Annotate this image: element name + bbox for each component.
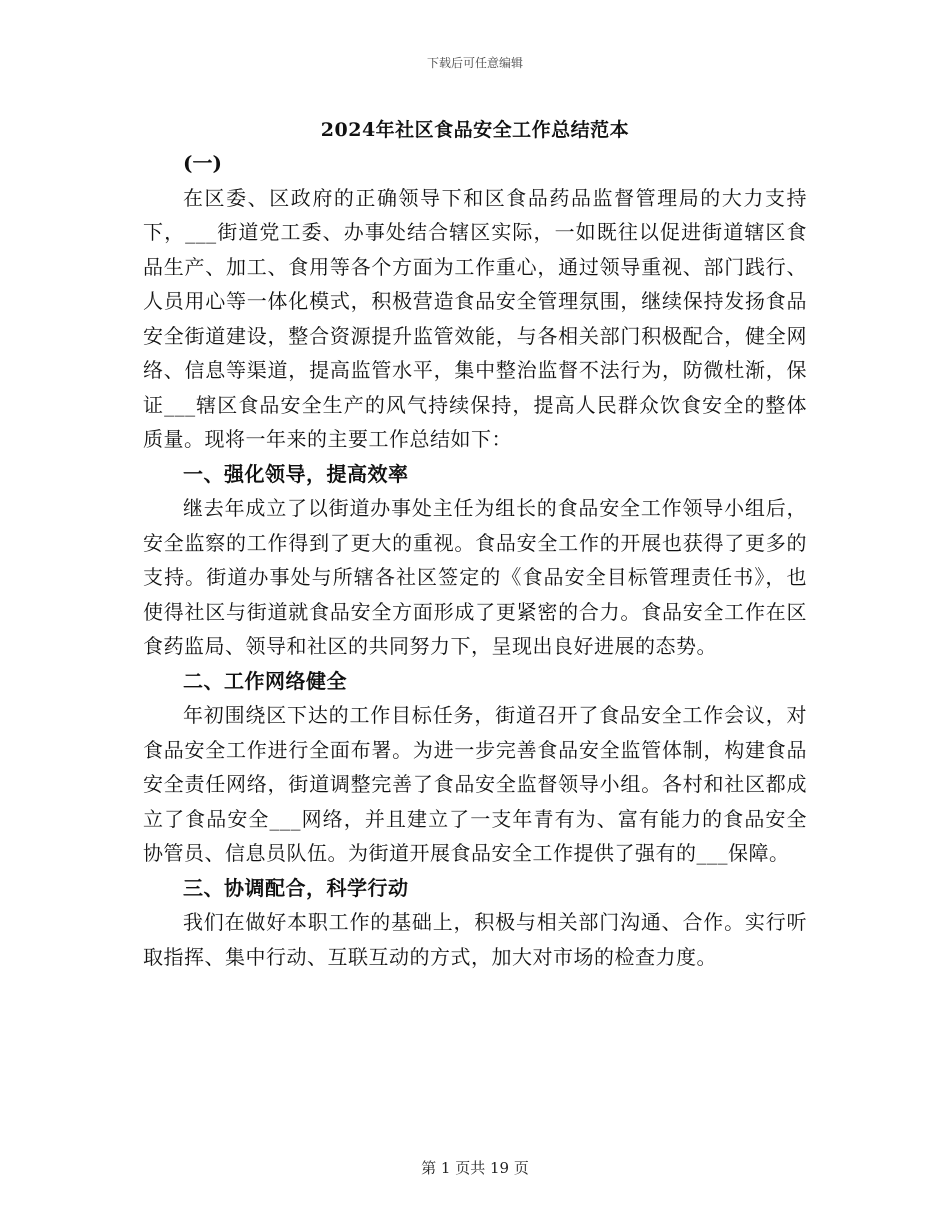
document-title: 2024年社区食品安全工作总结范本 [320, 119, 630, 141]
section-paragraph-3: 我们在做好本职工作的基础上，积极与相关部门沟通、合作。实行听取指挥、集中行动、互联互动的方式，加大对市场的检查力度。 [143, 910, 807, 969]
document-body [143, 146, 807, 974]
section-heading-3: 三、协调配合，科学行动 [183, 875, 409, 900]
section-heading-2: 二、工作网络健全 [183, 668, 347, 693]
section-paragraph-2: 年初围绕区下达的工作目标任务，街道召开了食品安全工作会议，对食品安全工作进行全面布署。为进一步完善食品安全监管体制，构建食品安全责任网络，街道调整完善了食品安全监督领导小组。各村和社区都成立了食品安全___网络，并且建立了一支年青有为、富有能力的食品安全协管员、信息员队伍。为街道开展食品安全工作提供了强有的___保障。 [143, 703, 807, 865]
part-number: (一) [183, 151, 222, 175]
section-paragraph-1: 继去年成立了以街道办事处主任为组长的食品安全工作领导小组后，安全监察的工作得到了更大的重视。食品安全工作的开展也获得了更多的支持。街道办事处与所辖各社区签定的《食品安全目标管理责任书》，也使得社区与街道就食品安全方面形成了更紧密的合力。食品安全工作在区食药监局、领导和社区的共同努力下，呈现出良好进展的态势。 [143, 496, 807, 658]
section-heading-1: 一、强化领导，提高效率 [183, 461, 409, 486]
page-footer: 第 1 页共 19 页 [421, 1159, 529, 1177]
header-note: 下载后可任意编辑 [426, 56, 523, 70]
intro-paragraph: 在区委、区政府的正确领导下和区食品药品监督管理局的大力支持下，___街道党工委、办事处结合辖区实际，一如既往以促进街道辖区食品生产、加工、食用等各个方面为工作重心，通过领导重视、部门践行、人员用心等一体化模式，积极营造食品安全管理氛围，继续保持发扬食品安全街道建设，整合资源提升监管效能，与各相关部门积极配合，健全网络、信息等渠道，提高监管水平，集中整治监督不法行为，防微杜渐，保证___辖区食品安全生产的风气持续保持，提高人民群众饮食安全的整体质量。现将一年来的主要工作总结如下： [143, 185, 807, 451]
